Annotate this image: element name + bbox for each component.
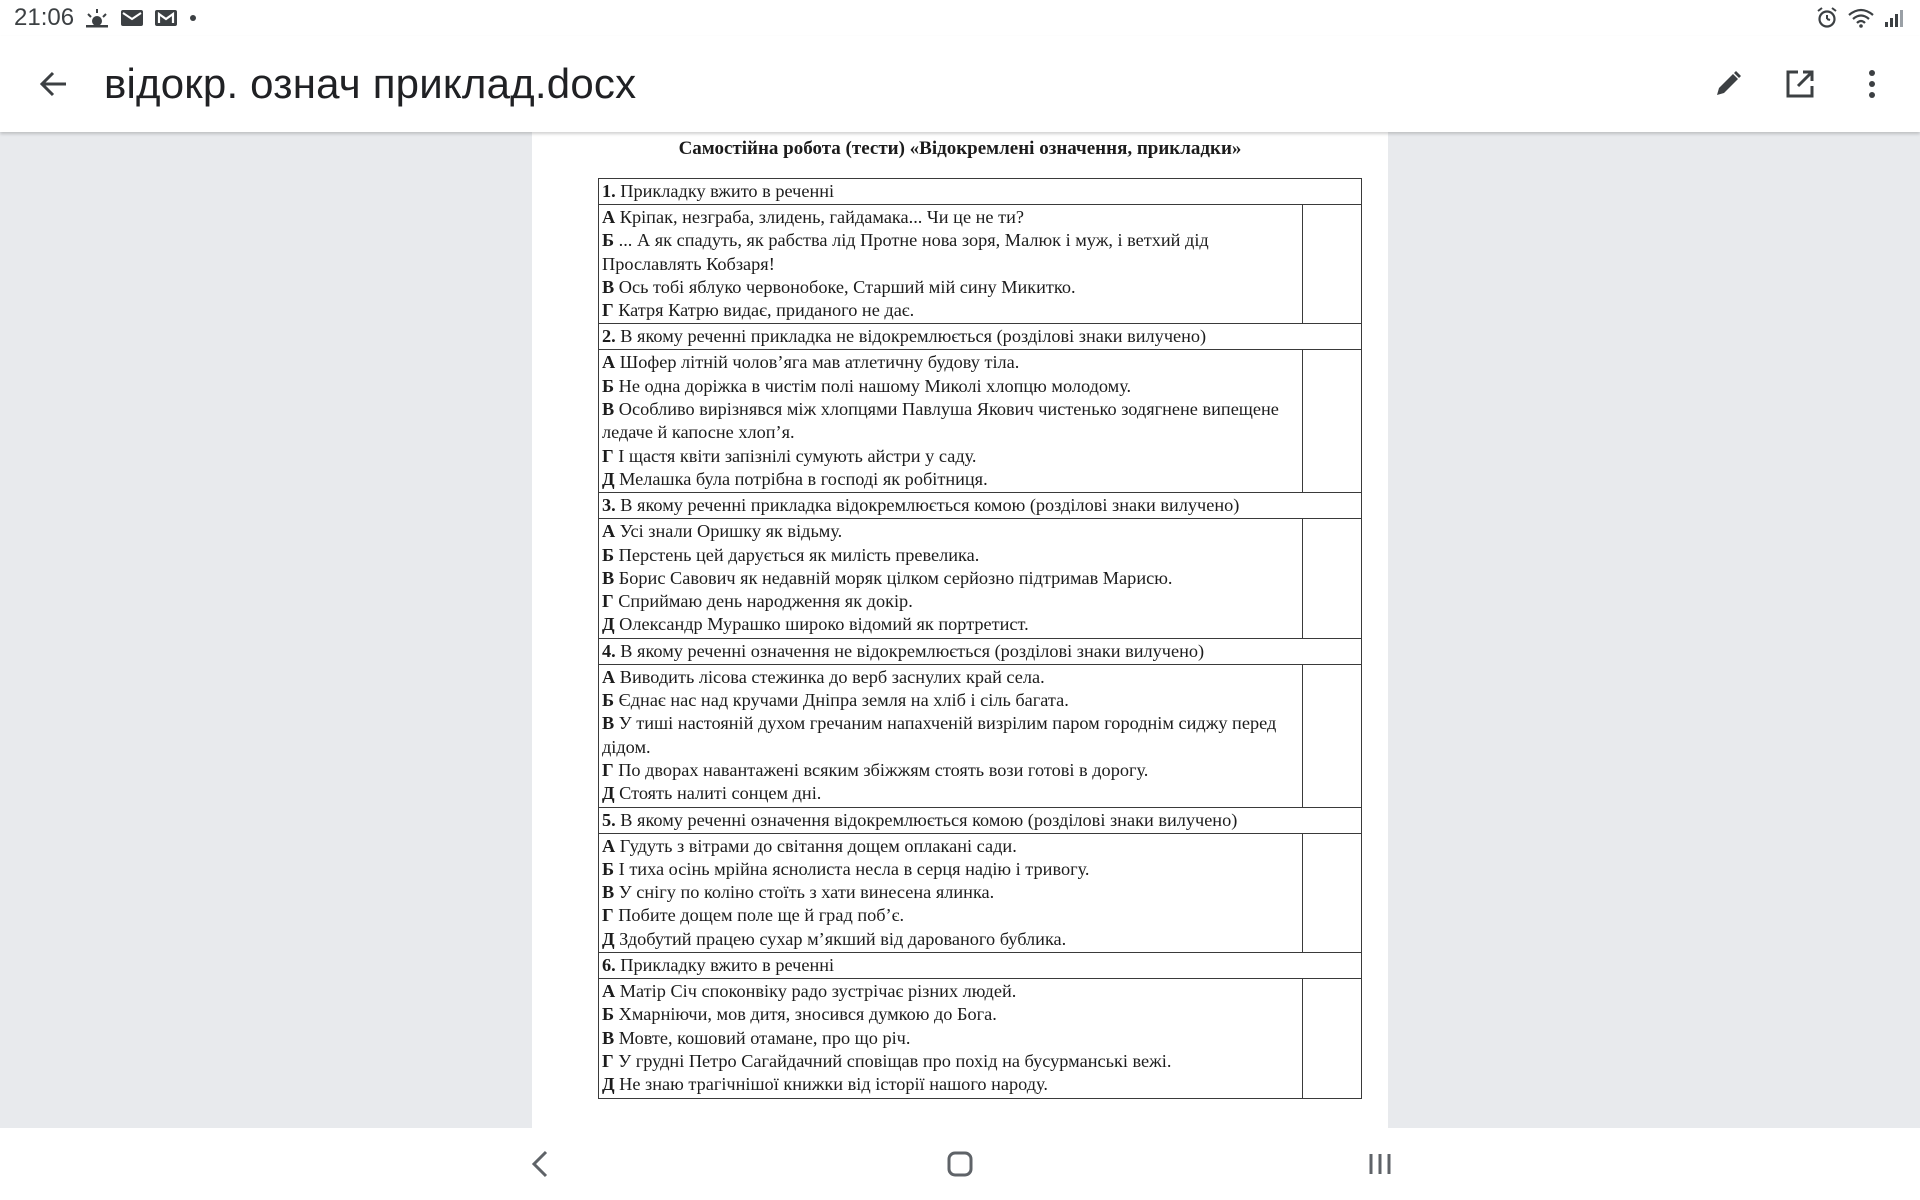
question-row [599, 179, 1362, 205]
option-item [602, 689, 1300, 712]
question-heading [599, 807, 1362, 833]
option-item [602, 468, 1300, 491]
option-item [602, 881, 1300, 904]
option-item [602, 613, 1300, 636]
option-item [602, 398, 1300, 445]
option-letter: Г [602, 905, 614, 926]
answer-cell [1303, 664, 1362, 807]
option-item [602, 928, 1300, 951]
option-item [602, 520, 1300, 543]
option-item [602, 1003, 1300, 1026]
question-heading [599, 179, 1362, 205]
option-text: Мовте, кошовий отамане, про що річ. [614, 1027, 911, 1048]
answer-cell [1303, 979, 1362, 1098]
pencil-icon [1712, 68, 1744, 100]
option-text: Олександр Мурашко широко відомий як портретист. [614, 614, 1029, 635]
question-heading [599, 638, 1362, 664]
options-cell [599, 205, 1303, 324]
weather-icon [84, 7, 110, 29]
option-text: Єднає нас над кручами Дніпра земля на хліб і сіль багата. [614, 690, 1069, 711]
notification-dot-icon [188, 13, 198, 23]
option-text: Катря Катрю видає, приданого не дає. [613, 300, 915, 321]
options-cell [599, 664, 1303, 807]
options-cell [599, 833, 1303, 952]
answer-cell [1303, 519, 1362, 638]
option-text: Не одна доріжка в чистім полі нашому Миколі хлопцю молодому. [614, 375, 1132, 396]
status-left [14, 4, 198, 32]
option-letter: Б [602, 375, 615, 396]
question-row [599, 638, 1362, 664]
option-item [602, 445, 1300, 468]
options-cell [599, 350, 1303, 493]
option-letter: Б [602, 544, 615, 565]
question-heading [599, 953, 1362, 979]
option-letter: Б [602, 230, 615, 251]
option-letter: А [602, 835, 616, 856]
options-cell [599, 519, 1303, 638]
signal-icon [1884, 8, 1906, 28]
option-letter: Г [602, 759, 614, 780]
document-viewer[interactable] [0, 132, 1920, 1128]
more-options-button[interactable] [1844, 56, 1900, 112]
option-text: Усі знали Оришку як відьму. [615, 521, 843, 542]
option-text: Кріпак, незграба, злидень, гайдамака... Чи це не ти? [615, 207, 1024, 227]
answer-cell [1303, 350, 1362, 493]
alarm-icon [1816, 7, 1838, 29]
option-text: Не знаю трагічнішої книжки від історії нашого народу. [614, 1074, 1048, 1095]
option-item [602, 712, 1300, 759]
option-letter: В [602, 713, 615, 734]
option-item [602, 1073, 1300, 1096]
tests-table-body [599, 179, 1362, 1099]
option-item [602, 1027, 1300, 1050]
option-letter: Г [602, 591, 614, 612]
tests-table [598, 178, 1362, 1099]
option-text: Сприймаю день народження як докір. [613, 591, 913, 612]
navigation-bar [0, 1128, 1920, 1200]
options-row [599, 833, 1362, 952]
option-letter: В [602, 1027, 615, 1048]
option-letter: Г [602, 1050, 614, 1071]
mail-icon [120, 8, 144, 28]
option-letter: Д [602, 468, 615, 489]
option-item [602, 980, 1300, 1003]
nav-home-icon [946, 1150, 974, 1178]
question-number: 1. [602, 181, 616, 201]
question-row [599, 324, 1362, 350]
question-number: 4. [602, 640, 616, 661]
option-item [602, 835, 1300, 858]
option-letter: А [602, 521, 616, 542]
option-item [602, 299, 1300, 322]
option-text: І тиха осінь мрійна яснолиста несла в серця надію і тривогу. [614, 858, 1090, 879]
option-text: Здобутий працею сухар м’якший від дарованого бублика. [614, 928, 1067, 949]
option-text: По дворах навантажені всяким збіжжям стоять вози готові в дорогу. [613, 759, 1149, 780]
open-with-button[interactable] [1772, 56, 1828, 112]
question-number: 2. [602, 326, 616, 347]
nav-back-icon [529, 1149, 551, 1179]
options-row [599, 350, 1362, 493]
option-letter: Д [602, 783, 615, 804]
option-text: Мелашка була потрібна в господі як робітниця. [614, 468, 988, 489]
option-letter: А [602, 207, 616, 227]
question-row [599, 807, 1362, 833]
question-text: В якому реченні означення не відокремлюється (розділові знаки вилучено) [615, 640, 1205, 661]
option-item [602, 206, 1300, 229]
option-letter: А [602, 352, 616, 373]
options-row [599, 979, 1362, 1098]
option-text: Перстень цей дарується як милість превелика. [614, 544, 980, 565]
option-letter: Г [602, 445, 614, 466]
question-row [599, 493, 1362, 519]
option-letter: Б [602, 690, 615, 711]
option-letter: Г [602, 300, 614, 321]
arrow-back-icon [38, 68, 70, 100]
nav-recents-icon [1366, 1150, 1394, 1178]
option-letter: В [602, 399, 615, 420]
options-row [599, 205, 1362, 324]
question-text: Прикладку вжито в реченні [615, 955, 835, 976]
option-item [602, 229, 1300, 276]
more-vert-icon [1866, 68, 1878, 100]
option-item [602, 759, 1300, 782]
option-item [602, 782, 1300, 805]
question-text: В якому реченні означення відокремлюється комою (розділові знаки вилучено) [615, 809, 1238, 830]
option-text: У снігу по коліно стоїть з хати винесена ялинка. [614, 882, 995, 903]
option-letter: Д [602, 928, 615, 949]
status-time: 21:06 [14, 4, 75, 31]
gmail-icon [154, 8, 178, 28]
option-text: У грудні Петро Сагайдачний сповіщав про похід на бусурманські вежі. [613, 1050, 1172, 1071]
question-number: 3. [602, 495, 616, 516]
option-text: Гудуть з вітрами до світання дощем оплакані сади. [615, 835, 1017, 856]
option-letter: А [602, 981, 616, 1002]
page-title: Самостійна робота (тести) «Відокремлені означення, прикладки» [678, 138, 1242, 159]
option-item [602, 590, 1300, 613]
option-text: Побите дощем поле ще й град поб’є. [613, 905, 905, 926]
option-text: ... А як спадуть, як рабства лід Протне нова зоря, Малюк і муж, і ветхий дід Прославлять Кобзаря! [602, 230, 1209, 274]
nav-recents-button[interactable] [1350, 1138, 1410, 1190]
option-text: Борис Савович як недавній моряк цілком серйозно підтримав Марисю. [614, 567, 1173, 588]
option-letter: Д [602, 1074, 615, 1095]
answer-cell [1303, 205, 1362, 324]
nav-home-button[interactable] [930, 1138, 990, 1190]
status-right [1816, 7, 1906, 29]
wifi-icon [1848, 8, 1874, 28]
option-item [602, 544, 1300, 567]
option-item [602, 666, 1300, 689]
question-text: В якому реченні прикладка не відокремлюється (розділові знаки вилучено) [615, 326, 1207, 347]
question-number: 5. [602, 809, 616, 830]
option-text: І щастя квіти запізнілі сумують айстри у саду. [613, 445, 977, 466]
question-heading [599, 493, 1362, 519]
option-text: Особливо вирізнявся між хлопцями Павлуша Якович чистенько зодягнене випещене ледаче й капосне хлоп’я. [602, 399, 1279, 443]
edit-button[interactable] [1700, 56, 1756, 112]
status-bar [0, 0, 1920, 36]
option-item [602, 858, 1300, 881]
option-letter: В [602, 276, 615, 297]
option-text: Хмарніючи, мов дитя, зносився думкою до Бога. [614, 1004, 997, 1025]
option-letter: В [602, 882, 615, 903]
option-item [602, 1050, 1300, 1073]
option-letter: В [602, 567, 615, 588]
question-row [599, 953, 1362, 979]
question-heading [599, 324, 1362, 350]
option-item [602, 276, 1300, 299]
app-actions [1700, 56, 1900, 112]
option-letter: А [602, 666, 616, 687]
options-row [599, 519, 1362, 638]
nav-back-button[interactable] [510, 1138, 570, 1190]
option-item [602, 904, 1300, 927]
question-text: В якому реченні прикладка відокремлюється комою (розділові знаки вилучено) [615, 495, 1240, 516]
options-row [599, 664, 1362, 807]
option-letter: Д [602, 614, 615, 635]
option-item [602, 351, 1300, 374]
question-number: 6. [602, 955, 616, 976]
option-text: У тиші настояній духом гречаним напахченій визрілим паром городнім сиджу перед дідом. [602, 713, 1277, 757]
option-text: Виводить лісова стежинка до верб заснулих край села. [615, 666, 1045, 687]
back-button[interactable] [26, 56, 82, 112]
answer-cell [1303, 833, 1362, 952]
open-in-new-icon [1784, 68, 1816, 100]
options-cell [599, 979, 1303, 1098]
app-bar [0, 36, 1920, 132]
option-text: Стоять налиті сонцем дні. [614, 783, 822, 804]
document-title: відокр. означ приклад.docx [104, 60, 637, 107]
option-letter: Б [602, 1004, 615, 1025]
option-text: Шофер літній чолов’яга мав атлетичну будову тіла. [615, 352, 1020, 373]
option-text: Ось тобі яблуко червонобоке, Старший мій сину Микитко. [614, 276, 1076, 297]
option-letter: Б [602, 858, 615, 879]
option-text: Матір Січ споконвіку радо зустрічає різних людей. [615, 981, 1017, 1002]
question-text: Прикладку вжито в реченні [615, 181, 835, 201]
option-item [602, 375, 1300, 398]
document-page [532, 132, 1388, 1128]
option-item [602, 567, 1300, 590]
